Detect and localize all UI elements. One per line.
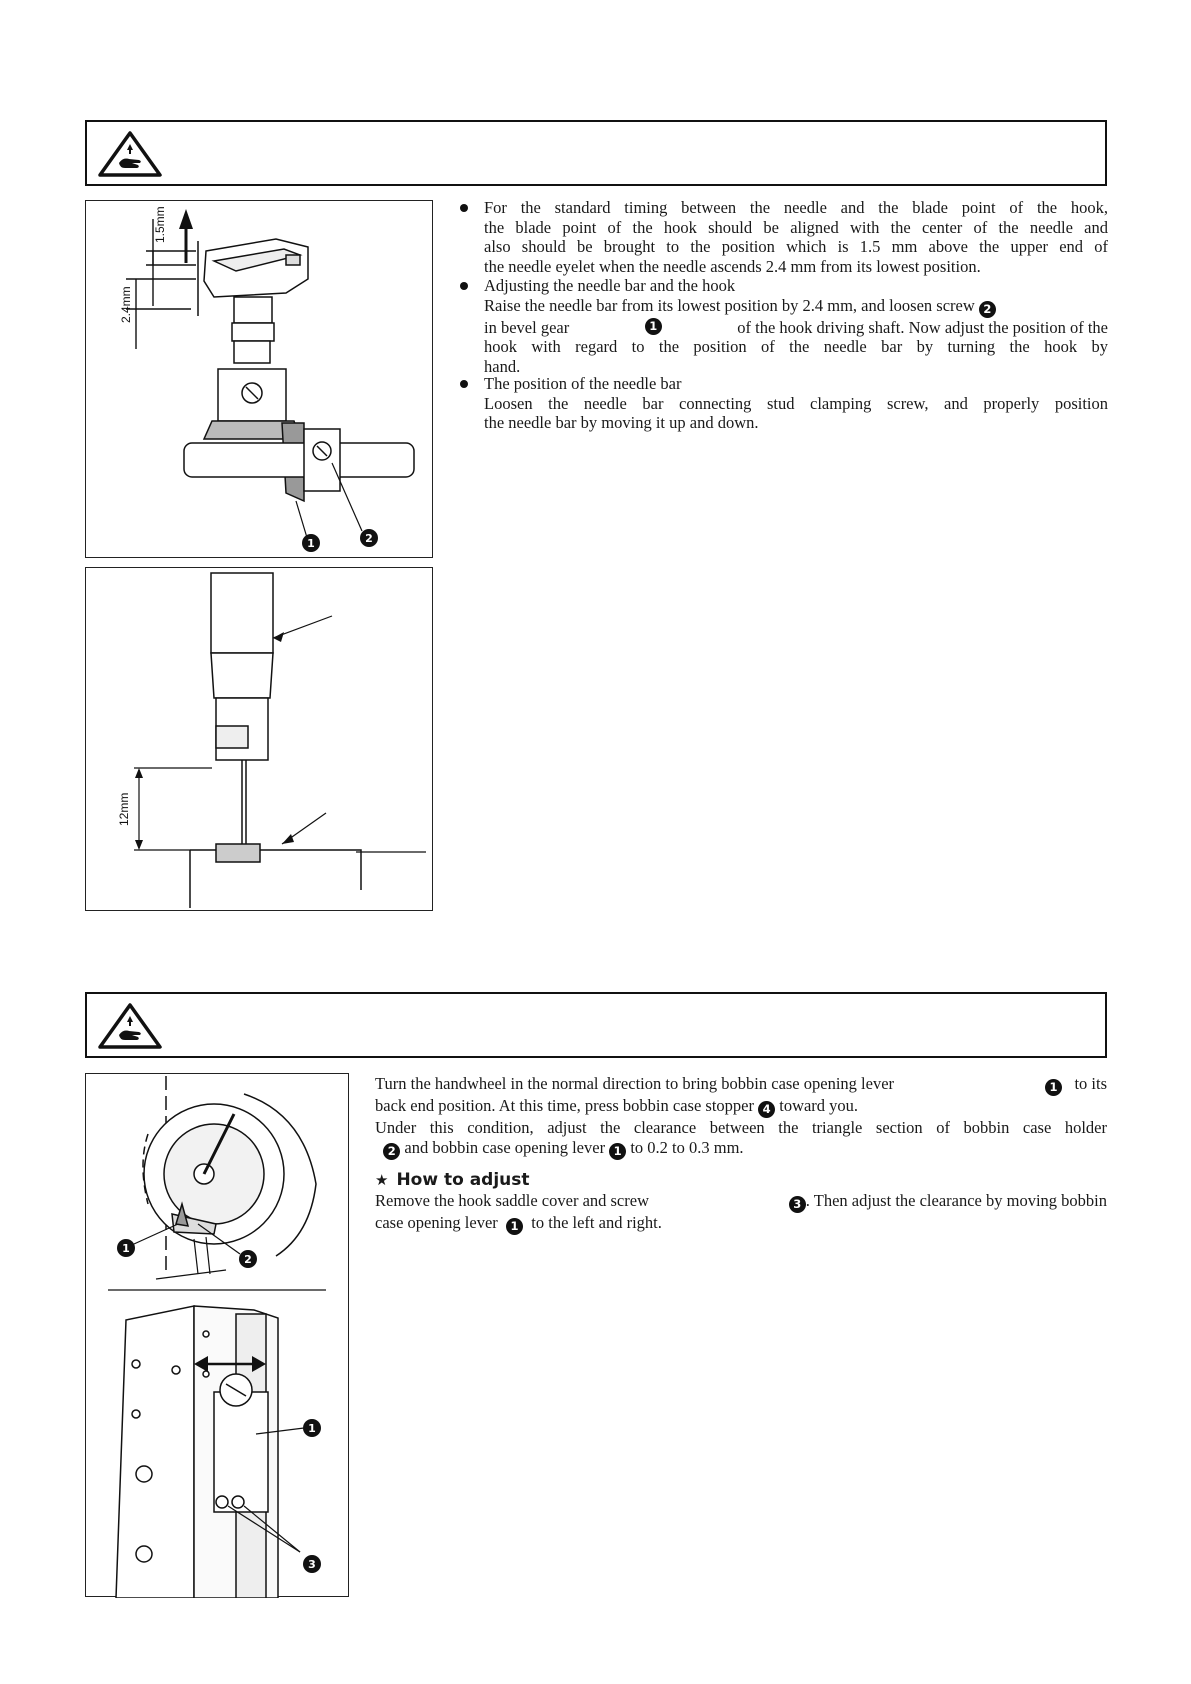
- hand-pinch-warning-icon-2: [97, 1002, 163, 1050]
- hand-pinch-warning-icon: [97, 130, 163, 178]
- bullet1-line3: also should be brought to the position which is 1.5 mm above the upper end of: [484, 237, 1108, 256]
- bullet2-line2b: of the hook driving shaft. Now adjust the position of the: [737, 317, 1108, 337]
- timing-bullet-3: [484, 374, 1108, 433]
- fig3-callout-2: 2: [244, 1253, 252, 1266]
- fig3-callout-1: 1: [122, 1242, 130, 1255]
- p1-tail: [1045, 1074, 1107, 1096]
- heading-text: How to adjust: [396, 1170, 530, 1190]
- q2-text-a: case opening lever: [375, 1213, 498, 1232]
- p4: [375, 1138, 1107, 1160]
- p1-text-b: to its: [1074, 1074, 1107, 1093]
- dim-label-1-5mm: 1.5mm: [153, 206, 167, 243]
- callout-2b: 2: [383, 1143, 400, 1160]
- q1: [375, 1191, 1107, 1213]
- p1: [375, 1074, 1107, 1096]
- star-icon: ★: [375, 1171, 389, 1189]
- q1-tail: [789, 1191, 1107, 1213]
- q2: [375, 1213, 1107, 1235]
- bullet1-line2: the blade point of the hook should be aligned with the center of the needle and: [484, 217, 1108, 237]
- p4-text-a: and bobbin case opening lever: [404, 1137, 606, 1157]
- callout-1d: 1: [506, 1218, 523, 1235]
- needle-bar-height-figure: [85, 567, 433, 911]
- bullet3-line2: the needle bar by moving it up and down.: [484, 413, 759, 432]
- callout-1c: 1: [609, 1143, 626, 1160]
- caution-banner-bottom: [85, 992, 1107, 1058]
- callout-1b: 1: [1045, 1079, 1062, 1096]
- callout-3: 3: [789, 1196, 806, 1213]
- caution-banner-top: [85, 120, 1107, 186]
- how-to-adjust-heading: [375, 1170, 530, 1190]
- bullet1-line1: For the standard timing between the needle and the blade point of the hook,: [484, 198, 1108, 217]
- fig1-callout-1: 1: [307, 537, 315, 550]
- p2: [375, 1096, 1107, 1118]
- bullet2-line3: hook with regard to the position of the needle bar by turning the hook by: [484, 337, 1108, 356]
- p3: Under this condition, adjust the clearance between the triangle section of bobbin case holder: [375, 1118, 1107, 1137]
- needle-hook-timing-figure: [85, 200, 433, 558]
- p1-text-a: Turn the handwheel in the normal direction to bring bobbin case opening lever: [375, 1074, 895, 1093]
- bullet2-line4: hand.: [484, 356, 521, 376]
- p2-text-a: back end position. At this time, press bobbin case stopper: [375, 1096, 754, 1115]
- q1-text-b: . Then adjust the clearance by moving bobbin: [805, 1191, 1107, 1210]
- bullet3-title: The position of the needle bar: [484, 374, 682, 393]
- p4-text-b: to 0.2 to 0.3 mm.: [630, 1137, 744, 1157]
- bullet3-line1: Loosen the needle bar connecting stud clamping screw, and properly position: [484, 393, 1108, 413]
- callout-4: 4: [758, 1101, 775, 1118]
- bullet2-line1-text: Raise the needle bar from its lowest position by 2.4 mm, and loosen screw: [484, 295, 975, 315]
- q2-text-b: to the left and right.: [531, 1213, 662, 1232]
- timing-bullet-2: [484, 276, 1108, 376]
- bullet2-line2a: in bevel gear: [484, 317, 570, 337]
- adjust-instructions: [375, 1191, 1107, 1235]
- bullet1-line4: the needle eyelet when the needle ascends 2.4 mm from its lowest position.: [484, 256, 981, 276]
- bullet2-line1: [484, 296, 1108, 318]
- fig1-callout-2: 2: [365, 532, 373, 545]
- timing-bullet-1: [484, 198, 1108, 276]
- dim-label-2-4mm: 2.4mm: [119, 286, 133, 323]
- q1-text-a: Remove the hook saddle cover and screw: [375, 1191, 649, 1210]
- fig3-callout-1b: 1: [308, 1422, 316, 1435]
- p2-text-b: toward you.: [779, 1096, 859, 1115]
- dim-label-12mm: 12mm: [117, 792, 131, 826]
- fig3-callout-3: 3: [308, 1558, 316, 1571]
- bobbin-instructions: [375, 1074, 1107, 1160]
- bullet2-line2: [484, 318, 1108, 338]
- callout-1: 1: [645, 318, 662, 335]
- bobbin-case-figure: [85, 1073, 349, 1597]
- callout-2: 2: [979, 301, 996, 318]
- bullet2-title: Adjusting the needle bar and the hook: [484, 276, 736, 295]
